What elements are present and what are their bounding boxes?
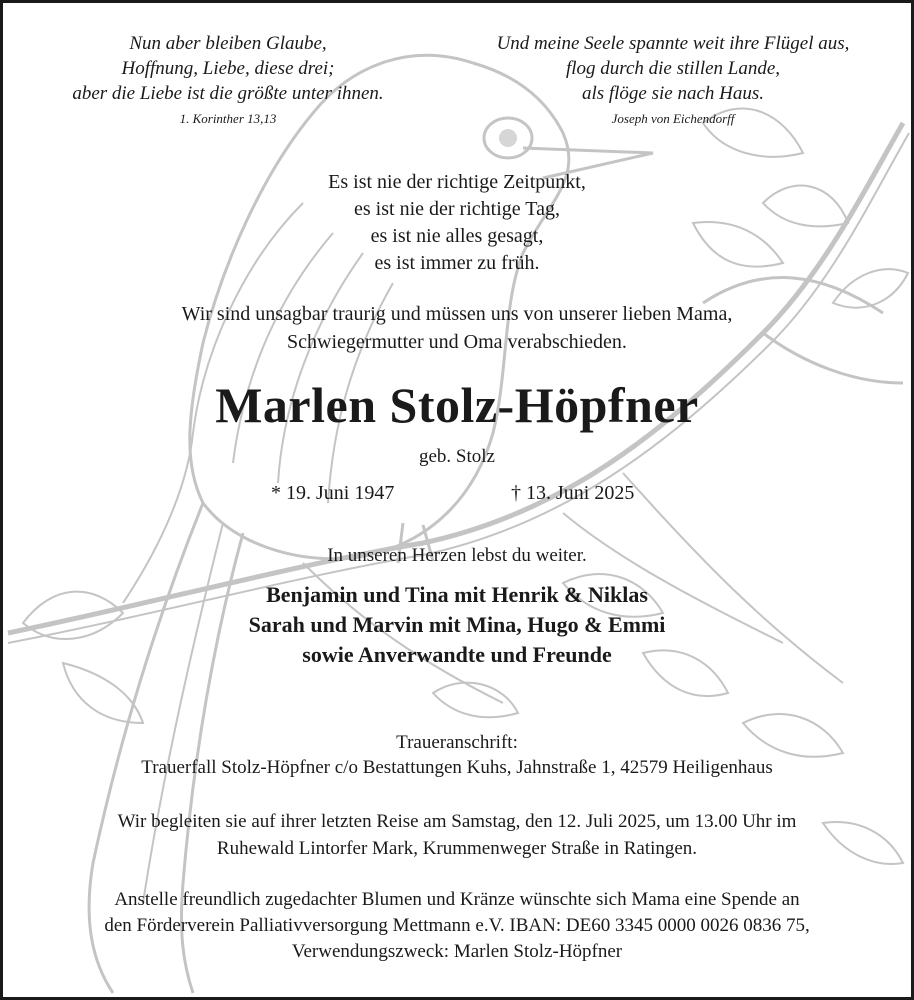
verse-line: es ist immer zu früh. <box>374 252 540 274</box>
farewell-line: In unseren Herzen lebst du weiter. <box>327 545 587 566</box>
quote-line: flog durch die stillen Lande, <box>565 58 781 79</box>
service-info <box>3 808 911 862</box>
mourners-list <box>3 580 911 670</box>
quote-line: Nun aber bleiben Glaube, <box>129 33 327 54</box>
birth-date: * 19. Juni 1947 <box>271 482 395 504</box>
poem-quote <box>483 31 863 132</box>
intro-line: Schwiegermutter und Oma verabschieden. <box>287 331 627 353</box>
donation-line: den Förderverein Palliativversorgung Mettmann e.V. IBAN: DE60 3345 0000 0026 0836 75, <box>104 915 810 936</box>
maiden-name: geb. Stolz <box>419 446 495 467</box>
address-value: Trauerfall Stolz-Höpfner c/o Bestattungen Kuhs, Jahnstraße 1, 42579 Heiligenhaus <box>141 757 773 778</box>
verse-line: es ist nie der richtige Tag, <box>354 198 560 220</box>
mourner-line: Sarah und Marvin mit Mina, Hugo & Emmi <box>248 612 666 637</box>
mourner-line: Benjamin und Tina mit Henrik & Niklas <box>266 582 648 607</box>
quote-source: Joseph von Eichendorff <box>611 111 735 126</box>
donation-line: Verwendungszweck: Marlen Stolz-Höpfner <box>291 941 623 962</box>
bible-quote <box>53 31 403 132</box>
intro-text <box>3 300 911 356</box>
verse-line: Es ist nie der richtige Zeitpunkt, <box>328 171 586 193</box>
quote-line: Hoffnung, Liebe, diese drei; <box>121 58 335 79</box>
intro-line: Wir sind unsagbar traurig und müssen uns von unserer lieben Mama, <box>181 303 733 325</box>
quote-line: Und meine Seele spannte weit ihre Flügel aus, <box>496 33 850 54</box>
quote-line: aber die Liebe ist die größte unter ihnen. <box>72 83 384 104</box>
deceased-name: Marlen Stolz-Höpfner <box>215 377 699 433</box>
death-date: † 13. Juni 2025 <box>511 482 635 504</box>
service-line: Wir begleiten sie auf ihrer letzten Reise am Samstag, den 12. Juli 2025, um 13.00 Uhr im <box>117 811 797 832</box>
donation-info <box>3 887 911 965</box>
mourner-line: sowie Anverwandte und Freunde <box>302 642 612 667</box>
donation-line: Anstelle freundlich zugedachter Blumen und Kränze wünschte sich Mama eine Spende an <box>114 889 800 910</box>
opening-verse <box>3 169 911 277</box>
verse-line: es ist nie alles gesagt, <box>370 225 544 247</box>
mourning-address <box>3 730 911 780</box>
quote-line: als flöge sie nach Haus. <box>581 83 765 104</box>
address-label: Traueranschrift: <box>396 732 518 753</box>
quote-source: 1. Korinther 13,13 <box>179 111 277 126</box>
service-line: Ruhewald Lintorfer Mark, Krummenweger Straße in Ratingen. <box>216 838 698 859</box>
